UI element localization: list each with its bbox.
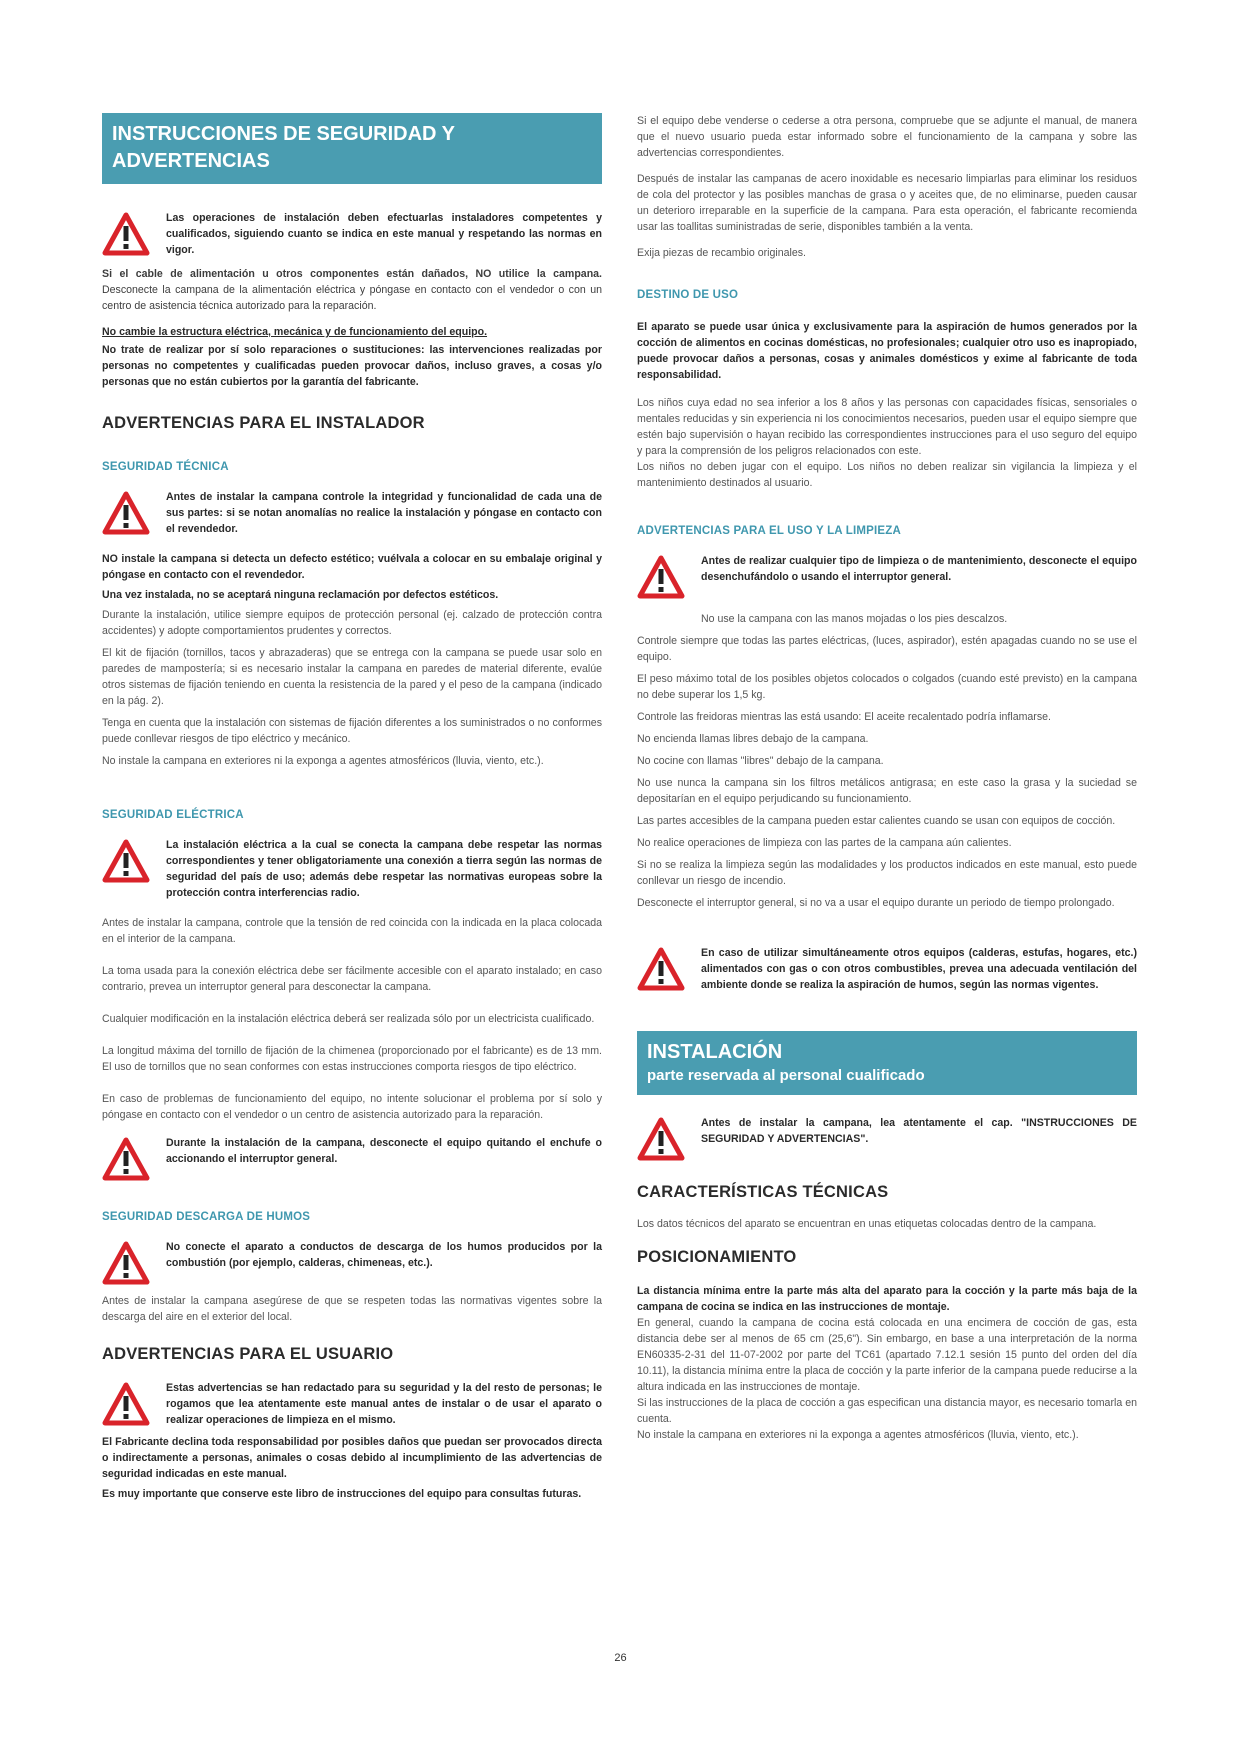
warning-icon — [102, 491, 150, 535]
no-exteriores2-text: No instale la campana en exteriores ni la exponga a agentes atmosféricos (lluvia, viento, etc.). — [637, 1429, 1079, 1441]
desconecte-text: Desconecte el interruptor general, si no va a usar el equipo durante un periodo de tiempo prolongado. — [637, 897, 1115, 909]
llamas1-text: No encienda llamas libres debajo de la campana. — [637, 733, 869, 745]
warning-block — [102, 489, 602, 537]
heading-caracteristicas: CARACTERÍSTICAS TÉCNICAS — [637, 1183, 889, 1201]
warning-block — [637, 945, 1137, 993]
datos-text: Los datos técnicos del aparato se encuentran en unas etiquetas colocadas dentro de la campana. — [637, 1218, 1097, 1230]
left-column — [102, 113, 602, 1502]
heading-destino-uso: DESTINO DE USO — [637, 289, 739, 301]
destino-text: El aparato se puede usar única y exclusivamente para la aspiración de humos generados por la cocción de alimentos en cocinas domésticas, no profesionales; cualquier otro uso es inapropiado, puede provocar daños a personas, cosas y animales domésticos y exime al fabricante de toda responsabilidad. — [637, 321, 1137, 381]
llamas2-text: No cocine con llamas "libres" debajo de la campana. — [637, 755, 884, 767]
warning-block — [102, 210, 602, 258]
cable-bold: Si el cable de alimentación u otros componentes están dañados, NO utilice la campana. — [102, 268, 602, 280]
cable-light: Desconecte la campana de la alimentación eléctrica y póngase en contacto con el vendedor o con un centro de asistencia técnica autorizado para la reparación. — [102, 284, 602, 312]
warning-block — [637, 553, 1137, 599]
normativas-text: Antes de instalar la campana asegúrese de que se respeten todas las normativas vigentes sobre la descarga del aire en el exterior del local. — [102, 1295, 602, 1323]
heading-seguridad-tecnica: SEGURIDAD TÉCNICA — [102, 461, 229, 473]
section-banner-seguridad — [102, 113, 602, 184]
warning-text: No conecte el aparato a conductos de descarga de los humos producidos por la combustión (por ejemplo, calderas, chimeneas, etc.). — [166, 1241, 602, 1269]
vender-text: Si el equipo debe venderse o cederse a otra persona, compruebe que se adjunte el manual, de manera que el nuevo usuario pueda estar informado sobre el funcionamiento de la campana y sobre las advertencias correspondientes. — [637, 115, 1137, 159]
warning-icon — [637, 1117, 685, 1161]
conserve-text: Es muy importante que conserve este libro de instrucciones del equipo para consultas futuras. — [102, 1488, 582, 1500]
no-cambie-text: No cambie la estructura eléctrica, mecánica y de funcionamiento del equipo. — [102, 326, 488, 338]
cable-paragraph — [102, 266, 602, 314]
toma-text: La toma usada para la conexión eléctrica debe ser fácilmente accesible con el aparato instalado; en caso contrario, prevea un interruptor general para desconectar la campana. — [102, 965, 602, 993]
controle-text: Controle siempre que todas las partes eléctricas, (luces, aspirador), estén apagadas cuando no se use el equipo. — [637, 635, 1137, 663]
warning-icon — [102, 1382, 150, 1426]
warning-text: La instalación eléctrica a la cual se conecta la campana debe respetar las normas correspondientes y tener obligatoriamente una conexión a tierra según las normas de seguridad del país de uso; además debe respetar las normativas europeas sobre la protección contra interferencias radio. — [166, 839, 602, 899]
banner-subtitle: parte reservada al personal cualificado — [647, 1067, 925, 1084]
warning-block — [102, 1380, 602, 1428]
limpieza-calientes-text: No realice operaciones de limpieza con las partes de la campana aún calientes. — [637, 837, 1012, 849]
no-instale-defecto-text: NO instale la campana si detecta un defecto estético; vuélvala a colocar en su embalaje original y póngase en contacto con el revendedor. — [102, 553, 602, 581]
banner-title: INSTALACIÓN — [647, 1041, 783, 1063]
peso-text: El peso máximo total de los posibles objetos colocados o colgados (cuando esté previsto) en la campana no debe superar los 1,5 kg. — [637, 673, 1137, 701]
heading-posicionamiento: POSICIONAMIENTO — [637, 1248, 797, 1266]
distancia-bold-text: La distancia mínima entre la parte más alta del aparato para la cocción y la parte más baja de la campana de cocina se indica en las instrucciones de montaje. — [637, 1285, 1137, 1313]
si-placa-text: Si las instrucciones de la placa de cocción a gas especifican una distancia mayor, es necesario tomarla en cuenta. — [637, 1397, 1137, 1425]
modificacion-text: Cualquier modificación en la instalación eléctrica deberá ser realizada sólo por un electricista cualificado. — [102, 1013, 595, 1025]
incendio-text: Si no se realiza la limpieza según las modalidades y los productos indicados en este manual, esto puede conllevar un riesgo de incendio. — [637, 859, 1137, 887]
warning-text: Durante la instalación de la campana, desconecte el equipo quitando el enchufe o accionando el interruptor general. — [166, 1137, 602, 1165]
longitud-text: La longitud máxima del tornillo de fijación de la chimenea (proporcionado por el fabricante) es de 13 mm. El uso de tornillos que no sean conformes con estas instrucciones comporta riesgos de tipo eléctrico. — [102, 1045, 602, 1073]
warning-text: En caso de utilizar simultáneamente otros equipos (calderas, estufas, hogares, etc.) alimentados con gas o con otros combustibles, prevea una adecuada ventilación del ambiente donde se realiza la aspiración de humos, según las normas vigentes. — [701, 947, 1137, 991]
warning-text: Antes de instalar la campana controle la integridad y funcionalidad de cada una de sus partes: si se notan anomalías no realice la instalación y póngase en contacto con el revendedor. — [166, 491, 602, 535]
fabricante-text: El Fabricante declina toda responsabilidad por posibles daños que puedan ser provocados directa o indirectamente a personas, animales o cosas debido al incumplimiento de las advertencias de seguridad indicadas en este manual. — [102, 1436, 602, 1480]
page-number: 26 — [614, 1652, 627, 1664]
warning-text: Antes de instalar la campana, lea atentamente el cap. "INSTRUCCIONES DE SEGURIDAD Y ADVERTENCIAS". — [701, 1117, 1137, 1145]
right-column — [637, 113, 1137, 1443]
warning-icon — [637, 555, 685, 599]
warning-icon — [102, 212, 150, 256]
no-exteriores-text: No instale la campana en exteriores ni la exponga a agentes atmosféricos (lluvia, viento, etc.). — [102, 755, 544, 767]
heading-seguridad-descarga: SEGURIDAD DESCARGA DE HUMOS — [102, 1211, 311, 1223]
tenga-text: Tenga en cuenta que la instalación con sistemas de fijación diferentes a los suministrados o no conformes puede conllevar riesgos de tipo eléctrico y mecánico. — [102, 717, 602, 745]
heading-seguridad-electrica: SEGURIDAD ELÉCTRICA — [102, 809, 244, 821]
warning-text: Las operaciones de instalación deben efectuarlas instaladores competentes y cualificados, siguiendo cuanto se indica en este manual y respetando las normas en vigor. — [166, 212, 602, 256]
section-banner-instalacion — [637, 1031, 1137, 1095]
warning-text: Antes de realizar cualquier tipo de limpieza o de mantenimiento, desconecte el equipo desenchufándolo o usando el interruptor general. — [701, 555, 1137, 583]
warning-text: Estas advertencias se han redactado para su seguridad y la del resto de personas; le rogamos que lea atentamente este manual antes de instalar o de usar el aparato o realizar operaciones de limpieza en el mismo. — [166, 1382, 602, 1426]
warning-block — [637, 1115, 1137, 1161]
manos-text: No use la campana con las manos mojadas o los pies descalzos. — [701, 613, 1008, 625]
heading-usuario: ADVERTENCIAS PARA EL USUARIO — [102, 1345, 394, 1363]
ninos1-text: Los niños cuya edad no sea inferior a los 8 años y las personas con capacidades físicas, sensoriales o mentales reducidas y sin experiencia ni los conocimientos necesarios, pueden usar el equipo siempre que estén bajo supervisión o hayan recibido las correspondientes instrucciones para el uso seguro del equipo y para la comprensión de los peligros relacionados con este. — [637, 397, 1137, 457]
warning-icon — [102, 1241, 150, 1285]
problemas-text: En caso de problemas de funcionamiento del equipo, no intente solucionar el problema por sí solo y póngase en contacto con el vendedor o un centro de asistencia autorizado para la reparación. — [102, 1093, 602, 1121]
una-vez-text: Una vez instalada, no se aceptará ninguna reclamación por defectos estéticos. — [102, 589, 499, 601]
no-trate-text: No trate de realizar por sí solo reparaciones o sustituciones: las intervenciones realizadas por personas no competentes y cualificadas pueden provocar daños, incluso graves, a cosas y/o personas que no están cubiertos por la garantía del fabricante. — [102, 344, 602, 388]
distancia-text: En general, cuando la campana de cocina está colocada en una encimera de cocción de gas, esta distancia debe ser al menos de 65 cm (25,6"). Sin embargo, en base a una interpretación de la norma EN60335-2-31 del 11-07-2002 por parte del TC61 (apartado 7.12.1 sesión 15 punto del orden del día 10.11), la distancia mínima entre la placa de cocción y la parte inferior de la campana puede reducirse a la altura indicada en las instrucciones de montaje. — [637, 1317, 1137, 1393]
freidoras-text: Controle las freidoras mientras las está usando: El aceite recalentado podría inflamarse. — [637, 711, 1051, 723]
heading-uso-limpieza: ADVERTENCIAS PARA EL USO Y LA LIMPIEZA — [637, 525, 902, 537]
filtros-text: No use nunca la campana sin los filtros metálicos antigrasa; en este caso la grasa y la suciedad se depositarían en el equipo perjudicando su funcionamiento. — [637, 777, 1137, 805]
banner-title: INSTRUCCIONES DE SEGURIDAD Y ADVERTENCIAS — [112, 123, 455, 172]
ninos2-text: Los niños no deben jugar con el equipo. Los niños no deben realizar sin vigilancia la limpieza y el mantenimiento destinados al usuario. — [637, 461, 1137, 489]
heading-instalador: ADVERTENCIAS PARA EL INSTALADOR — [102, 414, 425, 432]
tension-text: Antes de instalar la campana, controle que la tensión de red coincida con la indicada en la placa colocada en el interior de la campana. — [102, 917, 602, 945]
warning-block — [102, 1239, 602, 1285]
acero-text: Después de instalar las campanas de acero inoxidable es necesario limpiarlas para eliminar los residuos de cola del protector y las posibles manchas de grasa o y aceites que, de no eliminarse, pueden causar un deterioro irreparable en la superficie de la campana. Para esta operación, el fabricante recomienda usar las toallitas suministradas de serie, disponibles también a la venta. — [637, 173, 1137, 233]
durante-inst-text: Durante la instalación, utilice siempre equipos de protección personal (ej. calzado de protección contra accidentes) y adopte comportamientos prudentes y correctos. — [102, 609, 602, 637]
warning-icon — [637, 947, 685, 991]
warning-block — [102, 837, 602, 901]
exija-text: Exija piezas de recambio originales. — [637, 247, 806, 259]
warning-icon — [102, 839, 150, 883]
calientes-text: Las partes accesibles de la campana pueden estar calientes cuando se usan con equipos de cocción. — [637, 815, 1116, 827]
warning-block — [102, 1135, 602, 1181]
kit-text: El kit de fijación (tornillos, tacos y abrazaderas) que se entrega con la campana se puede usar solo en paredes de mampostería; si es necesario instalar la campana en paredes de material diferente, evalúe otros sistemas de fijación teniendo en cuenta la resistencia de la pared y el peso de la campana (indicado en la pág. 2). — [102, 647, 602, 707]
warning-icon — [102, 1137, 150, 1181]
